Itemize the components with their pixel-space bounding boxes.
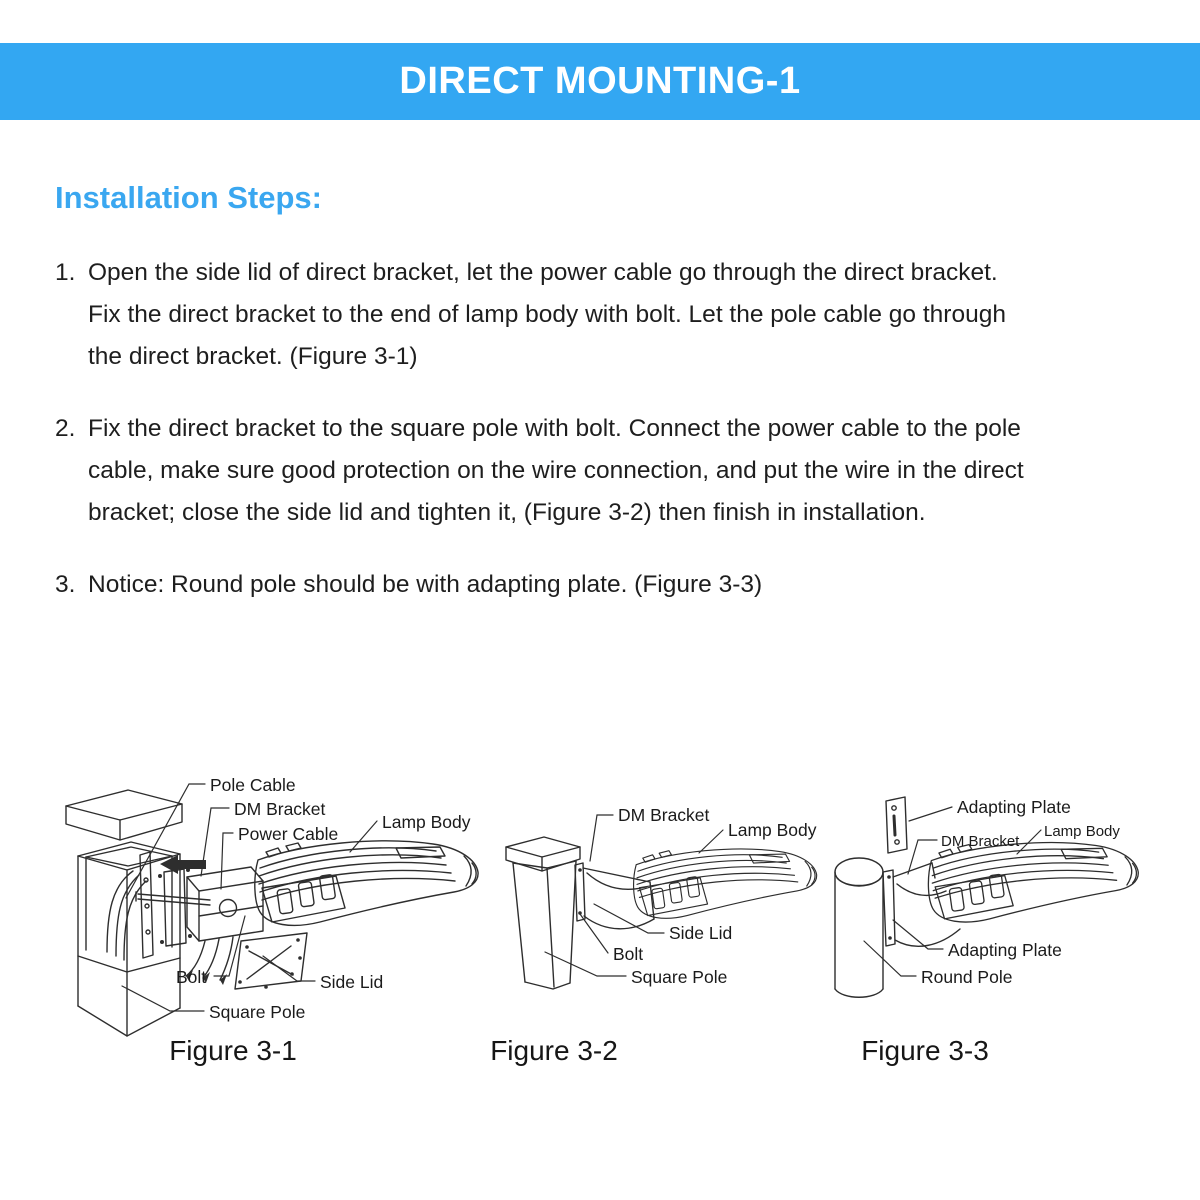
label-round-pole: Round Pole <box>921 967 1013 987</box>
label-adapting-plate-top: Adapting Plate <box>957 797 1071 817</box>
header-bar <box>0 43 1200 120</box>
label-square-pole: Square Pole <box>631 967 728 987</box>
step-text-line: the direct bracket. (Figure 3-1) <box>88 343 418 370</box>
step-text-line: Notice: Round pole should be with adapting plate. (Figure 3-3) <box>88 571 763 598</box>
label-bolt: Bolt <box>176 967 207 987</box>
step-number: 3. <box>55 571 76 598</box>
label-square-pole: Square Pole <box>209 1002 306 1022</box>
label-power-cable: Power Cable <box>238 824 339 844</box>
pole-cable-drawing <box>107 852 153 960</box>
page-title: DIRECT MOUNTING-1 <box>399 60 801 102</box>
step-1 <box>55 252 1185 378</box>
step-3 <box>55 564 1185 606</box>
label-pole-cable: Pole Cable <box>210 775 296 795</box>
square-pole-drawing <box>78 842 180 1036</box>
dm-bracket-drawing <box>893 863 960 946</box>
step-text-line: Fix the direct bracket to the square pole with bolt. Connect the power cable to the pole <box>88 415 1021 442</box>
step-number: 2. <box>55 415 76 442</box>
square-pole-drawing <box>506 837 580 989</box>
label-dm-bracket: DM Bracket <box>618 805 710 825</box>
section-heading: Installation Steps: <box>55 180 322 215</box>
installation-steps <box>55 252 1185 636</box>
pole-cap-drawing <box>66 790 182 840</box>
label-dm-bracket: DM Bracket <box>234 799 326 819</box>
figure-3-2-diagram <box>490 765 830 1075</box>
step-2 <box>55 408 1185 534</box>
figure-3-3-labels <box>921 797 1120 987</box>
step-text-line: Fix the direct bracket to the end of lamp body with bolt. Let the pole cable go through <box>88 301 1006 328</box>
label-side-lid: Side Lid <box>320 972 384 992</box>
label-dm-bracket: DM Bracket <box>941 833 1020 850</box>
step-text-line: bracket; close the side lid and tighten it, (Figure 3-2) then finish in installation. <box>88 499 926 526</box>
round-pole-drawing <box>835 858 883 997</box>
figure-3-1-caption: Figure 3-1 <box>169 1035 297 1066</box>
label-side-lid: Side Lid <box>669 923 733 943</box>
lamp-body-drawing <box>928 843 1138 922</box>
label-adapting-plate-bottom: Adapting Plate <box>948 940 1062 960</box>
step-text-line: Open the side lid of direct bracket, let the power cable go through the direct bracket. <box>88 259 998 286</box>
lamp-body-drawing <box>255 841 478 926</box>
step-text-line: cable, make sure good protection on the wire connection, and put the wire in the direct <box>88 457 1024 484</box>
figure-3-3-caption: Figure 3-3 <box>861 1035 989 1066</box>
adapting-plate-drawing <box>886 797 907 853</box>
label-bolt: Bolt <box>613 944 644 964</box>
label-lamp-body: Lamp Body <box>382 812 471 832</box>
label-lamp-body: Lamp Body <box>728 820 817 840</box>
lamp-body-drawing <box>634 849 817 918</box>
adapting-plate-mounted-drawing <box>883 870 895 946</box>
figure-3-1-diagram <box>40 765 500 1075</box>
label-lamp-body: Lamp Body <box>1044 823 1120 840</box>
figure-3-2-caption: Figure 3-2 <box>490 1035 618 1066</box>
step-number: 1. <box>55 259 76 286</box>
figure-3-3-diagram <box>830 765 1200 1075</box>
